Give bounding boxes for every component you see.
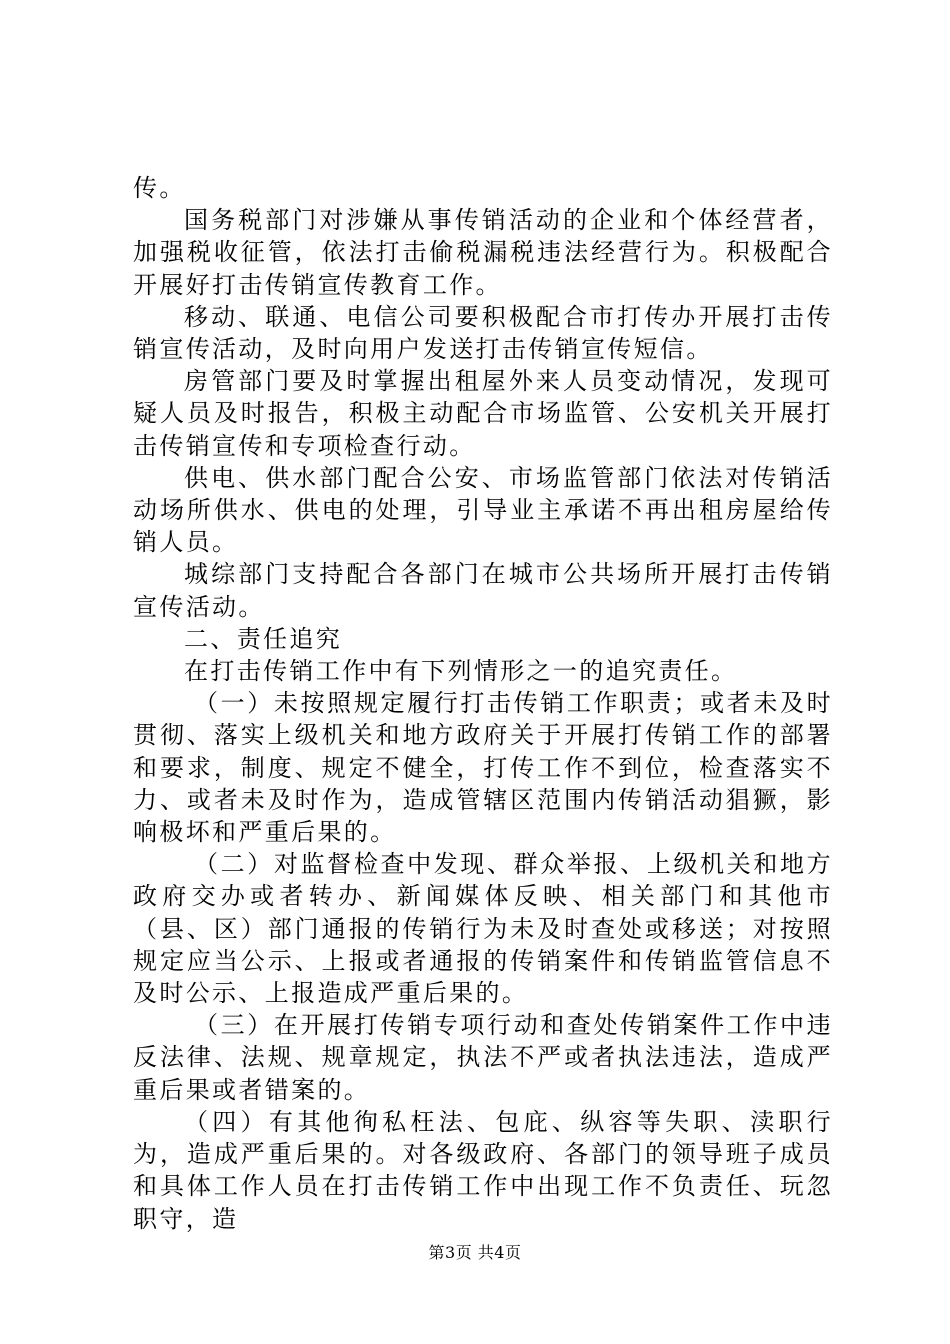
page-footer <box>0 1243 950 1263</box>
paragraph-continuation: 传。 <box>133 174 186 202</box>
paragraph-tax-department: 国务税部门对涉嫌从事传销活动的企业和个体经营者，加强税收征管，依法打击偷税漏税违法经营行为。积极配合开展好打击传销宣传教育工作。 <box>133 206 833 299</box>
document-body <box>133 172 833 1235</box>
page-number-label: 第3页 共4页 <box>428 1243 522 1262</box>
paragraph-housing-department: 房管部门要及时掌握出租屋外来人员变动情况，发现可疑人员及时报告，积极主动配合市场监管、公安机关开展打击传销宣传和专项检查行动。 <box>133 367 833 460</box>
paragraph-urban-management: 城综部门支持配合各部门在城市公共场所开展打击传销宣传活动。 <box>133 560 833 621</box>
list-item-one: （一）未按照规定履行打击传销工作职责；或者未及时贯彻、落实上级机关和地方政府关于开展打传销工作的部署和要求，制度、规定不健全，打传工作不到位，检查落实不力、或者未及时作为，造成管辖区范围内传销活动猖獗，影响极坏和严重后果的。 <box>133 689 833 847</box>
list-item-four: （四）有其他徇私枉法、包庇、纵容等失职、渎职行为，造成严重后果的。对各级政府、各部门的领导班子成员和具体工作人员在打击传销工作中出现工作不负责任、玩忽职守，造 <box>133 1107 833 1233</box>
paragraph-accountability-intro: 在打击传销工作中有下列情形之一的追究责任。 <box>184 657 738 686</box>
paragraph-power-water: 供电、供水部门配合公安、市场监管部门依法对传销活动场所供水、供电的处理，引导业主承诺不再出租房屋给传销人员。 <box>133 463 833 557</box>
list-item-three: （三）在开展打传销专项行动和查处传销案件工作中违反法律、法规、规章规定，执法不严或者执法违法，造成严重后果或者错案的。 <box>133 1011 833 1104</box>
paragraph-telecom-companies: 移动、联通、电信公司要积极配合市打传办开展打击传销宣传活动，及时向用户发送打击传销宣传短信。 <box>133 302 833 364</box>
section-heading-accountability: 二、责任追究 <box>184 624 343 653</box>
list-item-two: （二）对监督检查中发现、群众举报、上级机关和地方政府交办或者转办、新闻媒体反映、相关部门和其他市（县、区）部门通报的传销行为未及时查处或移送；对按照规定应当公示、上报或者通报的传销案件和传销监管信息不及时公示、上报造成严重后果的。 <box>133 850 833 1008</box>
